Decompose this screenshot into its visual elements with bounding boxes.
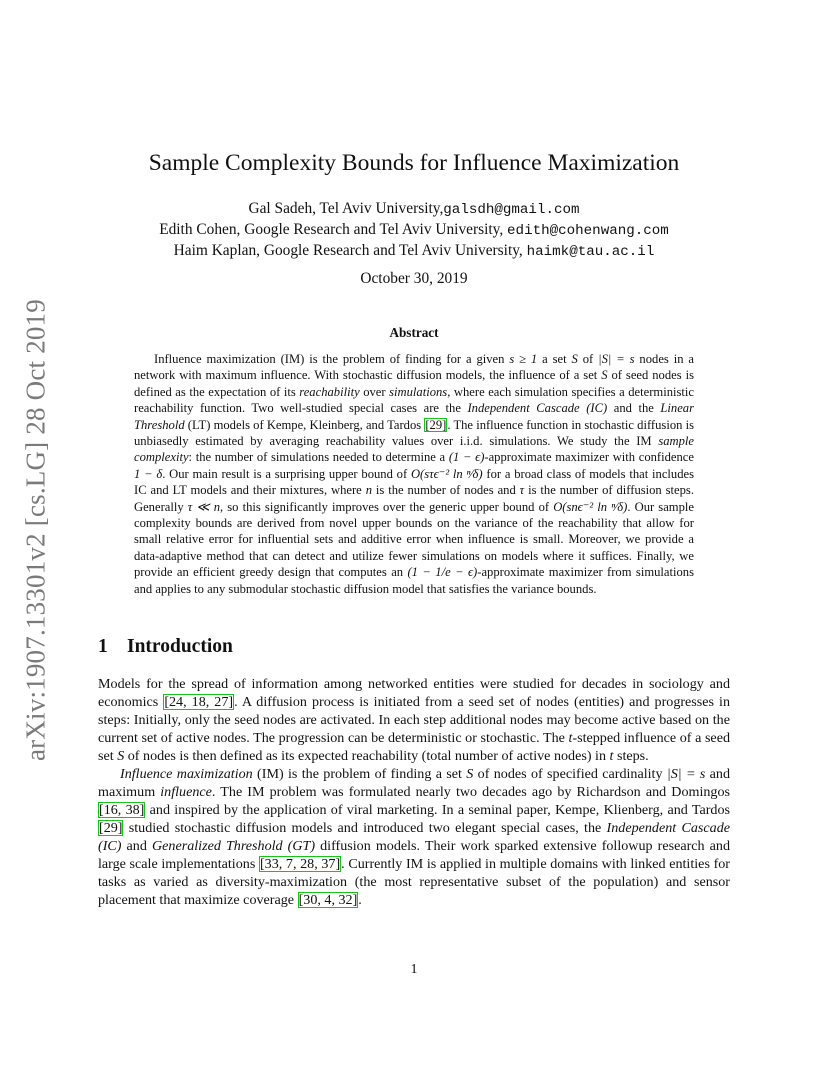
citation-link[interactable]: [16, 38] bbox=[99, 802, 145, 818]
math: τ bbox=[519, 483, 525, 498]
citation-link[interactable]: [33, 7, 28, 37] bbox=[259, 856, 341, 872]
math: |S| = s bbox=[598, 352, 635, 366]
math: O(snϵ⁻² ln ⁿ⁄δ) bbox=[553, 499, 628, 514]
author-email[interactable]: haimk@tau.ac.il bbox=[526, 244, 655, 260]
math: t bbox=[609, 748, 614, 764]
page-number: 1 bbox=[410, 962, 418, 977]
abstract-paragraph: Influence maximization (IM) is the problem of finding for a given s ≥ 1 a set S of |S| = s nodes in a network with maximum influence. With stochastic diffusion models, the influence of a set S of seed nodes is defined as the expectation of its reachability over simulations, where each simulation specifies a deterministic reachability function. Two well-studied special cases are the Independent Cascade (IC) and the Linear Threshold (LT) models of Kempe, Kleinberg, and Tardos [29]. The influence function in stochastic diffusion is unbiasedly estimated by averaging reachability values over i.i.d. simulations. We study the IM sample complexity: the number of simulations needed to determine a (1 − ϵ)-approximate maximizer with confidence 1 − δ. Our main result is a surprising upper bound of O(sτϵ⁻² ln ⁿ⁄δ) for a broad class of models that includes IC and LT models and their mixtures, where n is the number of nodes and τ is the number of diffusion steps. Generally τ ≪ n, so this significantly improves over the generic upper bound of O(snϵ⁻² ln ⁿ⁄δ). Our sample complexity bounds are derived from novel upper bounds on the variance of the reachability that allow for small relative error for influential sets and additive error when influence is small. Moreover, we provide a data-adaptive method that can detect and utilize fewer simulations on models where it suffices. Finally, we provide an efficient greedy design that computes an (1 − 1/e − ϵ)-approximate maximizer from simulations and applies to any submodular stochastic diffusion model that satisfies the variance bounds. bbox=[134, 352, 695, 596]
emphasis: Linear Threshold bbox=[134, 401, 694, 432]
section-title: Introduction bbox=[127, 636, 233, 657]
emphasis: Generalized Threshold (GT) bbox=[151, 838, 316, 854]
author-line bbox=[0, 220, 828, 241]
author-block bbox=[0, 199, 828, 262]
author-email[interactable]: edith@cohenwang.com bbox=[507, 223, 669, 239]
math: S bbox=[601, 368, 608, 383]
emphasis: Influence maximization bbox=[120, 766, 253, 782]
math: S bbox=[466, 766, 474, 782]
citation-link[interactable]: [29] bbox=[99, 820, 123, 836]
math: t bbox=[568, 730, 573, 746]
arxiv-identifier: arXiv:1907.13301v2 [cs.LG] 28 Oct 2019 bbox=[20, 298, 51, 762]
paper-date: October 30, 2019 bbox=[360, 270, 468, 287]
emphasis: influence bbox=[160, 784, 212, 800]
math: n bbox=[365, 483, 372, 498]
math: S bbox=[571, 352, 578, 366]
emphasis: Independent Cascade (IC) bbox=[467, 401, 608, 416]
intro-paragraph: Influence maximization (IM) is the problem of finding a set S of nodes of specified cardinality |S| = s and maximum influence. The IM problem was formulated nearly two decades ago by Richardson and Domingos [16, 38] and inspired by the application of viral marketing. In a seminal paper, Kempe, Klienberg, and Tardos [29] studied stochastic diffusion models and introduced two elegant special cases, the Independent Cascade (IC) and Generalized Threshold (GT) diffusion models. Their work sparked extensive followup research and large scale implementations [33, 7, 28, 37]. Currently IM is applied in multiple domains with linked entities for tasks as varied as diversity-maximization (the most representative subset of the population) and sensor placement that maximize coverage [30, 4, 32]. bbox=[98, 766, 731, 908]
section-heading bbox=[98, 636, 233, 658]
math: S bbox=[117, 748, 125, 764]
math: τ ≪ n bbox=[187, 499, 221, 514]
abstract-body bbox=[134, 351, 694, 597]
emphasis: reachability bbox=[299, 384, 360, 399]
citation-link[interactable]: [24, 18, 27] bbox=[164, 694, 234, 710]
intro-body bbox=[98, 675, 730, 909]
author-line bbox=[0, 199, 828, 220]
author-line bbox=[0, 241, 828, 262]
math: O(sτϵ⁻² ln ⁿ⁄δ) bbox=[410, 466, 483, 481]
paper-title: Sample Complexity Bounds for Influence Maximization bbox=[148, 150, 680, 176]
author-affiliation: Edith Cohen, Google Research and Tel Aviv University, bbox=[159, 221, 508, 238]
author-email[interactable]: galsdh@gmail.com bbox=[443, 202, 580, 218]
math: 1 − δ bbox=[134, 466, 163, 481]
author-affiliation: Haim Kaplan, Google Research and Tel Aviv University, bbox=[173, 242, 527, 259]
intro-paragraph: Models for the spread of information among networked entities were studied for decades in sociology and economics [24, 18, 27]. A diffusion process is initiated from a seed set of nodes (entities) and progresses in steps: Initially, only the seed nodes are activated. In each step additional nodes may become active based on the current set of active nodes. The progression can be deterministic or stochastic. The t-stepped influence of a seed set S of nodes is then defined as its expected reachability (total number of active nodes) in t steps. bbox=[98, 676, 731, 764]
math: |S| = s bbox=[666, 766, 706, 782]
author-affiliation: Gal Sadeh, Tel Aviv University, bbox=[248, 200, 444, 217]
abstract-heading: Abstract bbox=[389, 325, 439, 340]
emphasis: sample complexity bbox=[134, 434, 694, 465]
math: (1 − ϵ) bbox=[448, 450, 485, 465]
section-number: 1 bbox=[98, 636, 108, 657]
emphasis: Independent Cascade (IC) bbox=[98, 820, 731, 854]
math: s ≥ 1 bbox=[509, 352, 538, 366]
math: (1 − 1/e − ϵ) bbox=[407, 565, 478, 580]
citation-link[interactable]: [29] bbox=[425, 417, 447, 432]
citation-link[interactable]: [30, 4, 32] bbox=[298, 892, 358, 908]
emphasis: simulations bbox=[389, 384, 448, 399]
